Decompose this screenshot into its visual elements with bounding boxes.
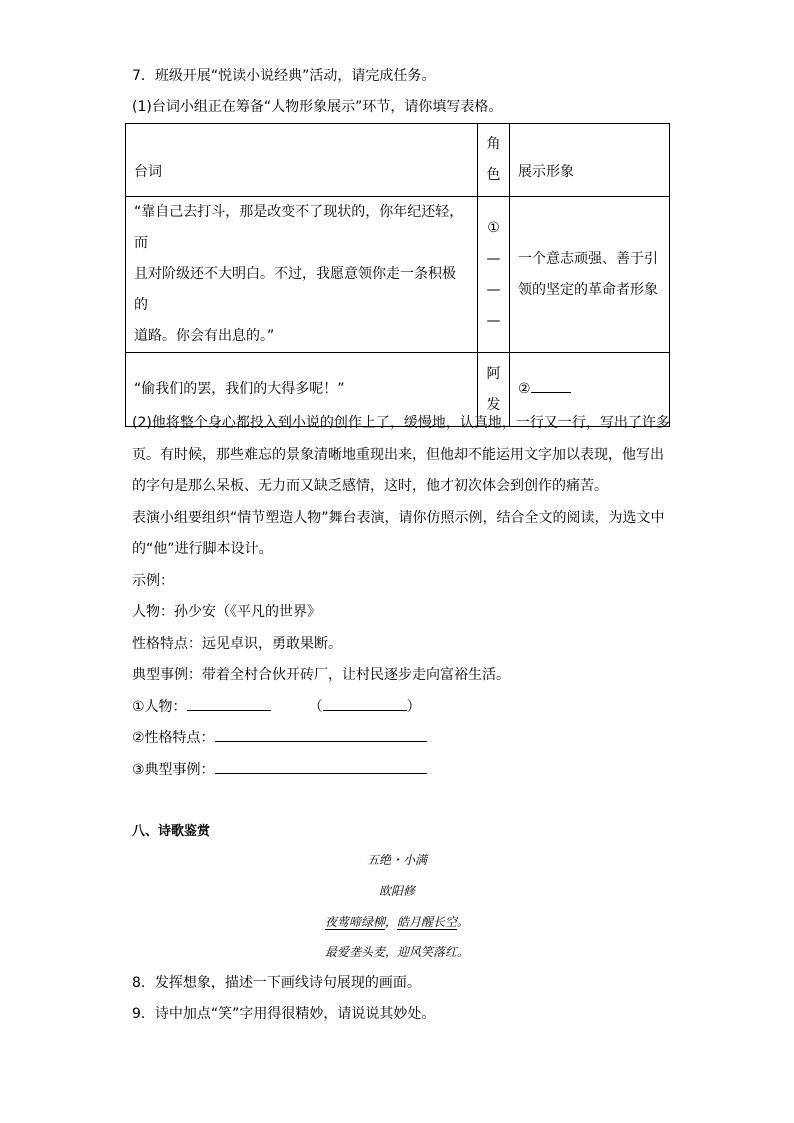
part2-line-2: 页。有时候，那些难忘的景象清晰地重现出来，但他却不能运用文字加以表现，他写出 — [132, 446, 664, 463]
fill-traits-input[interactable] — [215, 727, 427, 742]
example-event: 典型事例：带着全村合伙开砖厂，让村民逐步走向富裕生活。 — [132, 667, 510, 683]
poem-title: 五绝・小满 — [366, 853, 427, 867]
part2-line-5: 的“他”进行脚本设计。 — [132, 541, 273, 557]
example-traits: 性格特点：远见卓识，勇敢果断。 — [132, 635, 342, 652]
paren-close: ） — [406, 698, 421, 715]
fill-traits-row — [132, 723, 672, 755]
fill-traits-label: ②性格特点： — [132, 730, 215, 746]
row2-image-underline — [531, 378, 571, 393]
row1-role-dash-2: — — [486, 281, 501, 298]
q7-part2 — [132, 408, 672, 786]
part2-line-4: 表演小组要组织“情节塑造人物”舞台表演，请你仿照示例，结合全文的阅读，为选文中 — [132, 509, 665, 526]
row1-image-line-1: 一个意志顽强、善于引 — [518, 250, 658, 267]
role-table — [125, 123, 670, 427]
fill-event-label: ③典型事例： — [132, 761, 215, 778]
header-lines: 台词 — [126, 124, 478, 197]
poem-line-1-period: 。 — [457, 915, 470, 929]
poem-line-1a: 夜莺啼绿柳 — [324, 915, 385, 929]
row1-role-dash-3: — — [486, 312, 501, 329]
row1-role-dash-1: — — [486, 250, 501, 267]
section8-heading: 八、诗歌鉴赏 — [132, 824, 211, 839]
row2-lines: “偷我们的罢，我们的大得多呢！” — [126, 353, 478, 427]
q8: 8．发挥想象，描述一下画线诗句展现的画面。 — [132, 975, 421, 991]
header-role — [478, 124, 510, 197]
row2-image-marker: ② — [518, 381, 531, 397]
row2-role-char-1: 阿 — [486, 365, 501, 382]
poem-author: 欧阳修 — [378, 884, 415, 898]
table-header-row — [126, 124, 670, 197]
fill-person-row — [132, 692, 672, 724]
fill-person-label: ①人物： — [132, 698, 187, 715]
row1-line-3: 道路。你会有出息的。” — [134, 328, 275, 344]
poem-line-1 — [0, 913, 794, 930]
poem-line-2: 最爱垄头麦，迎风笑落红。 — [324, 945, 469, 959]
fill-event-row — [132, 755, 672, 787]
row1-line-1: “靠自己去打斗，那是改变不了现状的，你年纪还轻，而 — [134, 204, 464, 251]
poem-line-1-comma: ， — [384, 915, 397, 929]
row1-image-line-2: 领的坚定的革命者形象 — [518, 281, 658, 298]
fill-person-input[interactable] — [187, 696, 271, 711]
example-label: 示例： — [132, 572, 174, 589]
poem-line-1c: 皓月醒长空 — [397, 915, 458, 929]
table-row — [126, 197, 670, 353]
row2-role-char-2: 发 — [486, 396, 501, 413]
row1-role-marker: ① — [487, 219, 500, 236]
part2-line-1: (2)他将整个身心都投入到小说的创作上了，缓慢地，认真地，一行又一行，写出了许多 — [132, 415, 670, 431]
fill-event-input[interactable] — [215, 759, 427, 774]
row1-lines — [126, 197, 478, 353]
header-role-char-2: 色 — [486, 167, 501, 183]
part2-line-3: 的字句是那么呆板、无力而又缺乏感情，这时，他才初次体会到创作的痛苦。 — [132, 478, 608, 494]
row1-image — [510, 197, 670, 353]
fill-book-input[interactable] — [323, 696, 407, 711]
row1-role-blank[interactable] — [478, 197, 510, 353]
q7-title: 7．班级开展“悦读小说经典”活动，请完成任务。 — [132, 68, 436, 84]
paren-open: （ — [308, 698, 323, 715]
q9: 9．诗中加点“笑”字用得很精妙，请说说其妙处。 — [132, 1006, 436, 1022]
q7-part1: (1)台词小组正在筹备“人物形象展示”环节，请你填写表格。 — [132, 99, 503, 115]
example-person: 人物：孙少安（《平凡的世界》 — [132, 604, 321, 620]
row1-line-2: 且对阶级还不大明白。不过，我愿意领你走一条积极的 — [134, 266, 456, 313]
header-role-char-1: 角 — [486, 136, 501, 152]
header-image: 展示形象 — [510, 124, 670, 197]
